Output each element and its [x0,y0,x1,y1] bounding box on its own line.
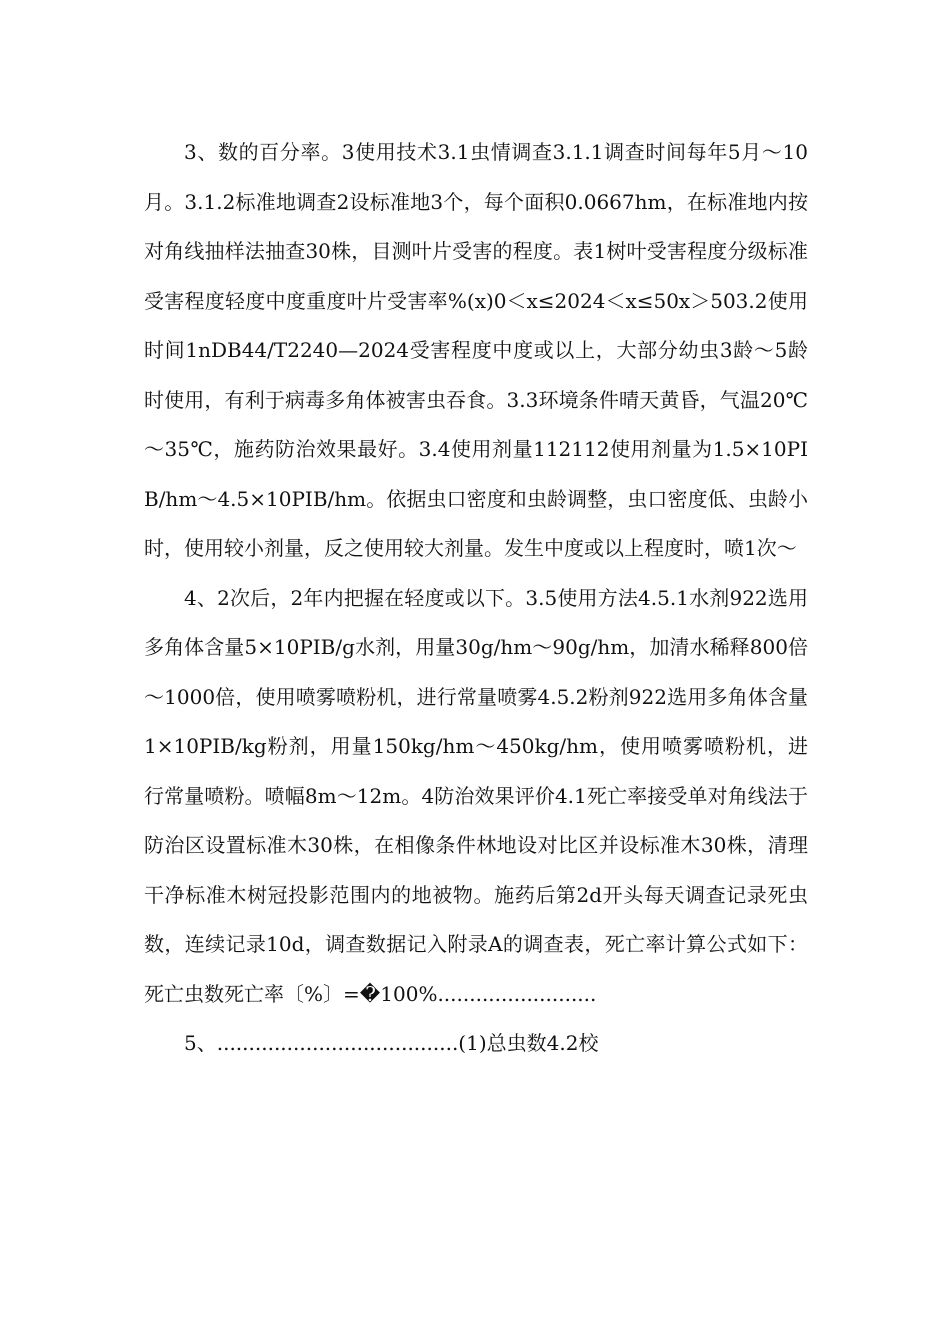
document-body [144,128,808,1069]
paragraph-4: 4、2次后，2年内把握在轻度或以下。3.5使用方法4.5.1水剂922选用多角体含量5×10PIB/g水剂，用量30g/hm～90g/hm，加清水稀释800倍～1000倍，使用喷雾喷粉机，进行常量喷雾4.5.2粉剂922选用多角体含量1×10PIB/kg粉剂，用量150kg/hm～450kg/hm，使用喷雾喷粉机，进行常量喷粉。喷幅8m～12m。4防治效果评价4.1死亡率接受单对角线法于防治区设置标准木30株，在相像条件林地设对比区并设标准木30株，清理干净标准木树冠投影范围内的地被物。施药后第2d开头每天调查记录死虫数，连续记录10d，调查数据记入附录A的调查表，死亡率计算公式如下：死亡虫数死亡率〔%〕=�100%......................... [144,585,808,1006]
paragraph-3: 3、数的百分率。3使用技术3.1虫情调查3.1.1调查时间每年5月～10月。3.1.2标准地调查2设标准地3个，每个面积0.0667hm，在标准地内按对角线抽样法抽查30株，目测叶片受害的程度。表1树叶受害程度分级标准受害程度轻度中度重度叶片受害率%(x)0＜x≤2024＜x≤50x＞503.2使用时间1nDB44/T2240—2024受害程度中度或以上，大部分幼虫3龄～5龄时使用，有利于病毒多角体被害虫吞食。3.3环境条件晴天黄昏，气温20℃～35℃，施药防治效果最好。3.4使用剂量112112使用剂量为1.5×10PIB/hm～4.5×10PIB/hm。依据虫口密度和虫龄调整，虫口密度低、虫龄小时，使用较小剂量，反之使用较大剂量。发生中度或以上程度时，喷1次～ [144,140,808,560]
paragraph-5: 5、......................................(1)总虫数4.2校 [184,1031,599,1055]
